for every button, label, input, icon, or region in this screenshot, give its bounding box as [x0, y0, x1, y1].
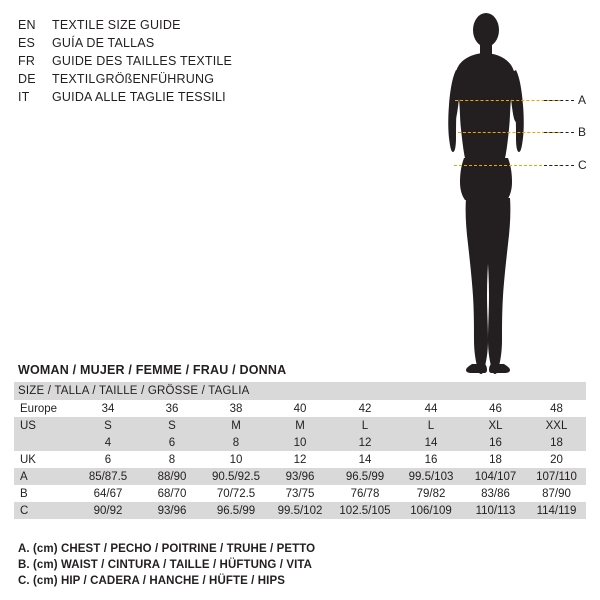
table-cell: 18 — [464, 451, 527, 468]
table-cell: 96.5/99 — [332, 468, 398, 485]
row-label: US — [14, 417, 76, 434]
table-cell: 90.5/92.5 — [204, 468, 268, 485]
table-cell: 68/70 — [140, 485, 204, 502]
table-cell: S — [76, 417, 140, 434]
row-label: Europe — [14, 400, 76, 417]
table-cell: 90/92 — [76, 502, 140, 519]
section-heading-woman: WOMAN / MUJER / FEMME / FRAU / DONNA — [18, 363, 287, 377]
female-body-figure — [420, 8, 595, 376]
table-cell: 99.5/103 — [398, 468, 464, 485]
size-table-wrapper — [14, 382, 586, 519]
table-cell: 8 — [140, 451, 204, 468]
language-code: EN — [18, 18, 36, 32]
footnote-block — [18, 541, 578, 589]
measure-line-waist-extension — [544, 132, 574, 133]
row-label: A — [14, 468, 76, 485]
footnote-chest: A. (cm) CHEST / PECHO / POITRINE / TRUHE / PETTO — [18, 543, 316, 555]
table-row — [14, 451, 586, 468]
language-row — [18, 88, 348, 106]
table-cell: 44 — [398, 400, 464, 417]
table-cell: 83/86 — [464, 485, 527, 502]
table-cell: 14 — [332, 451, 398, 468]
measure-line-hip-extension — [544, 165, 574, 166]
table-cell: 18 — [527, 434, 586, 451]
measure-label-b: B — [578, 125, 587, 139]
table-cell: 10 — [268, 434, 332, 451]
language-title: TEXTILE SIZE GUIDE — [52, 18, 181, 32]
measure-line-chest-extension — [544, 100, 574, 101]
footnote-hip: C. (cm) HIP / CADERA / HANCHE / HÜFTE / HIPS — [18, 575, 286, 587]
table-cell: M — [204, 417, 268, 434]
measure-label-a: A — [578, 93, 587, 107]
table-cell: 40 — [268, 400, 332, 417]
language-code: DE — [18, 72, 36, 86]
female-silhouette-icon — [420, 8, 595, 376]
table-row — [14, 434, 586, 451]
table-cell: 110/113 — [464, 502, 527, 519]
table-cell: 87/90 — [527, 485, 586, 502]
row-label: C — [14, 502, 76, 519]
language-title: GUÍA DE TALLAS — [52, 36, 155, 50]
table-cell: 10 — [204, 451, 268, 468]
table-cell: 20 — [527, 451, 586, 468]
table-cell: 16 — [398, 451, 464, 468]
table-cell: 85/87.5 — [76, 468, 140, 485]
language-title: TEXTILGRÖßENFÜHRUNG — [52, 72, 215, 86]
footnote-waist: B. (cm) WAIST / CINTURA / TAILLE / HÜFTUNG / VITA — [18, 559, 313, 571]
table-header-label: SIZE / TALLA / TAILLE / GRÖSSE / TAGLIA — [14, 382, 586, 400]
table-cell: 36 — [140, 400, 204, 417]
row-label — [14, 434, 76, 451]
table-cell: 38 — [204, 400, 268, 417]
table-cell: 99.5/102 — [268, 502, 332, 519]
row-label: B — [14, 485, 76, 502]
language-row — [18, 52, 348, 70]
table-cell: 46 — [464, 400, 527, 417]
table-cell: 76/78 — [332, 485, 398, 502]
table-cell: S — [140, 417, 204, 434]
table-header-row — [14, 382, 586, 400]
language-row — [18, 16, 348, 34]
table-cell: M — [268, 417, 332, 434]
table-cell: L — [332, 417, 398, 434]
table-cell: XL — [464, 417, 527, 434]
row-label: UK — [14, 451, 76, 468]
table-cell: 6 — [76, 451, 140, 468]
language-title-block — [18, 16, 348, 106]
table-cell: 73/75 — [268, 485, 332, 502]
table-row — [14, 400, 586, 417]
table-row — [14, 485, 586, 502]
table-cell: 93/96 — [268, 468, 332, 485]
language-title: GUIDE DES TAILLES TEXTILE — [52, 54, 233, 68]
table-cell: 34 — [76, 400, 140, 417]
table-row — [14, 417, 586, 434]
language-code: IT — [18, 90, 30, 104]
table-cell: 12 — [268, 451, 332, 468]
table-cell: 114/119 — [527, 502, 586, 519]
table-cell: 48 — [527, 400, 586, 417]
table-cell: 14 — [398, 434, 464, 451]
table-cell: 4 — [76, 434, 140, 451]
table-row — [14, 468, 586, 485]
size-table — [14, 382, 586, 519]
table-cell: 104/107 — [464, 468, 527, 485]
table-cell: 12 — [332, 434, 398, 451]
table-cell: 6 — [140, 434, 204, 451]
table-row — [14, 502, 586, 519]
table-cell: 8 — [204, 434, 268, 451]
table-cell: 16 — [464, 434, 527, 451]
table-cell: 102.5/105 — [332, 502, 398, 519]
language-row — [18, 70, 348, 88]
table-cell: XXL — [527, 417, 586, 434]
table-cell: 88/90 — [140, 468, 204, 485]
table-cell: 79/82 — [398, 485, 464, 502]
table-cell: 93/96 — [140, 502, 204, 519]
language-code: ES — [18, 36, 36, 50]
language-code: FR — [18, 54, 36, 68]
table-cell: 42 — [332, 400, 398, 417]
table-cell: L — [398, 417, 464, 434]
table-cell: 70/72.5 — [204, 485, 268, 502]
language-row — [18, 34, 348, 52]
table-cell: 64/67 — [76, 485, 140, 502]
table-cell: 96.5/99 — [204, 502, 268, 519]
language-title: GUIDA ALLE TAGLIE TESSILI — [52, 90, 226, 104]
measure-label-c: C — [578, 158, 587, 172]
table-cell: 106/109 — [398, 502, 464, 519]
table-cell: 107/110 — [527, 468, 586, 485]
